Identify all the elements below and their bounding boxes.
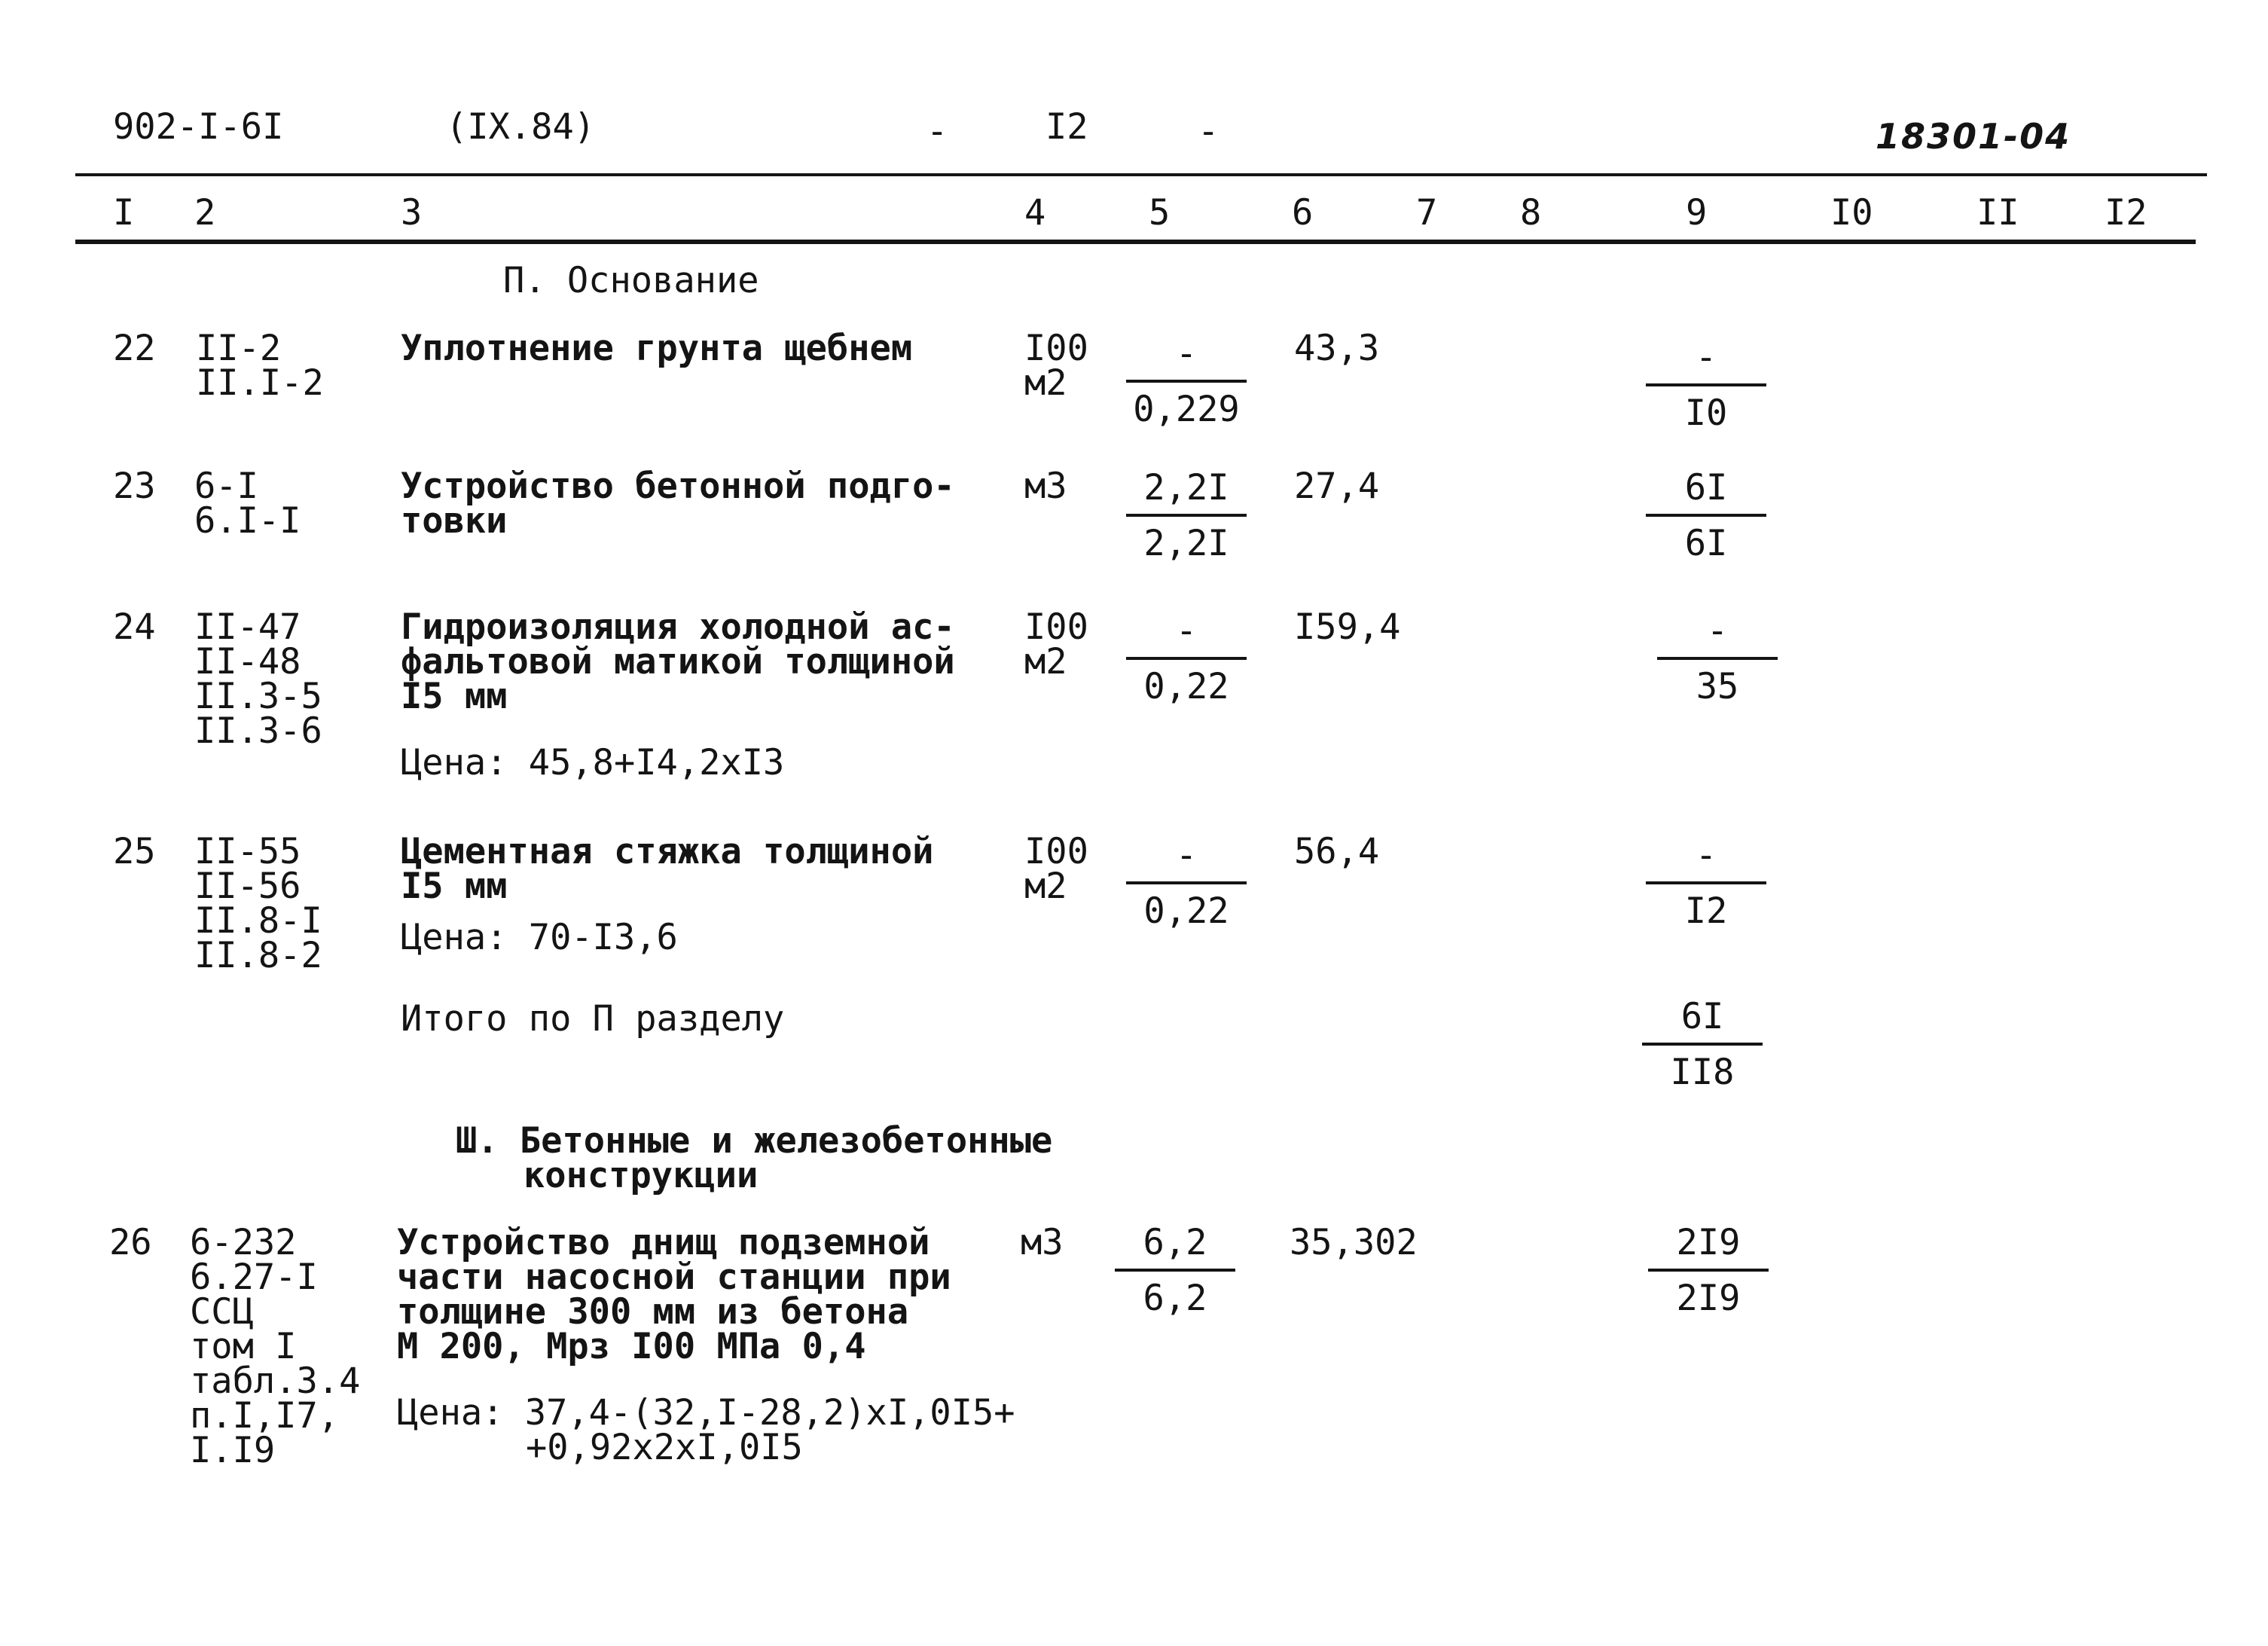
work-description: Устройство днищ подземной	[397, 1222, 930, 1263]
unit-price: I59,4	[1294, 606, 1401, 648]
column-number-4: 4	[1024, 192, 1046, 234]
total-top: -	[1706, 610, 1729, 652]
unit: I00	[1024, 328, 1088, 369]
fraction-bar	[1126, 657, 1247, 660]
fraction-bar	[1657, 657, 1778, 660]
unit-price: 27,4	[1294, 466, 1380, 507]
total-bottom: 35	[1696, 666, 1739, 707]
quantity-top: -	[1175, 333, 1198, 374]
page-number: I2	[1045, 106, 1088, 148]
header-dash-right: -	[1198, 111, 1219, 152]
column-number-2: 2	[194, 192, 216, 234]
unit: м3	[1021, 1222, 1064, 1263]
quantity-top: 2,2I	[1143, 467, 1229, 508]
column-number-6: 6	[1292, 192, 1314, 234]
total-bottom: 2I9	[1676, 1278, 1741, 1319]
norm-code: ССЦ	[190, 1291, 254, 1333]
norm-code: том I	[190, 1326, 297, 1367]
quantity-top: 6,2	[1143, 1222, 1207, 1263]
column-number-7: 7	[1416, 192, 1438, 234]
price-note: Цена: 37,4-(32,I-28,2)xI,0I5+	[397, 1392, 1015, 1434]
norm-code: II-2	[196, 328, 282, 369]
unit-price: 56,4	[1294, 831, 1380, 872]
column-number-10: I0	[1830, 192, 1873, 234]
total-bottom: I2	[1684, 890, 1728, 932]
column-number-8: 8	[1520, 192, 1542, 234]
quantity-fraction	[1115, 1220, 1235, 1321]
quantity-top: -	[1175, 610, 1198, 652]
work-description: фальтовой матикой толщиной	[401, 641, 955, 683]
row-number: 22	[113, 328, 156, 369]
norm-code: I.I9	[190, 1430, 276, 1471]
norm-code: 6.I-I	[194, 500, 301, 542]
quantity-bottom: 2,2I	[1143, 523, 1229, 564]
total-fraction	[1648, 1220, 1769, 1321]
row-number: 26	[109, 1222, 152, 1263]
price-note: Цена: 45,8+I4,2xI3	[401, 742, 785, 783]
total-fraction	[1657, 609, 1778, 710]
work-description: I5 мм	[401, 866, 508, 907]
unit: I00	[1024, 606, 1088, 648]
total-fraction	[1642, 994, 1763, 1095]
total-bottom: II8	[1670, 1052, 1735, 1093]
fraction-bar	[1646, 514, 1766, 517]
column-number-1: I	[113, 192, 135, 234]
quantity-bottom: 0,22	[1143, 666, 1229, 707]
total-bottom: I0	[1684, 392, 1728, 434]
unit: м2	[1024, 362, 1067, 404]
norm-code: 6.27-I	[190, 1257, 318, 1298]
fraction-bar	[1115, 1269, 1235, 1272]
quantity-bottom: 0,22	[1143, 890, 1229, 932]
document-date: (IX.84)	[446, 106, 596, 148]
document-code: 902-I-6I	[113, 106, 284, 148]
norm-code: табл.3.4	[190, 1360, 361, 1402]
norm-code: II-48	[194, 641, 301, 683]
unit-price: 35,302	[1290, 1222, 1418, 1263]
column-number-12: I2	[2105, 192, 2147, 234]
total-top: 6I	[1680, 996, 1724, 1037]
total-top: -	[1695, 337, 1717, 378]
unit: м3	[1024, 466, 1067, 507]
section-total-label: Итого по П разделу	[401, 998, 785, 1040]
column-number-9: 9	[1686, 192, 1708, 234]
norm-code: II.8-I	[194, 900, 322, 942]
work-description: М 200, Мрз I00 МПа 0,4	[397, 1326, 866, 1367]
column-number-5: 5	[1149, 192, 1171, 234]
fraction-bar	[1646, 383, 1766, 386]
total-fraction	[1646, 335, 1766, 436]
quantity-fraction	[1126, 833, 1247, 934]
unit: м2	[1024, 641, 1067, 683]
unit-price: 43,3	[1294, 328, 1380, 369]
quantity-fraction	[1126, 609, 1247, 710]
fraction-bar	[1646, 881, 1766, 884]
fraction-bar	[1126, 881, 1247, 884]
unit: м2	[1024, 866, 1067, 907]
header-bottom-rule	[75, 240, 2196, 244]
header-dash-left: -	[926, 111, 948, 152]
price-note: Цена: 70-I3,6	[401, 917, 678, 958]
work-description: I5 мм	[401, 676, 508, 717]
work-description: Устройство бетонной подго-	[401, 466, 955, 507]
fraction-bar	[1126, 514, 1247, 517]
total-fraction	[1646, 466, 1766, 566]
total-top: 2I9	[1676, 1222, 1741, 1263]
section-title-2: П. Основание	[503, 260, 759, 301]
total-top: 6I	[1684, 467, 1728, 508]
work-description: Гидроизоляция холодной ас-	[401, 606, 955, 648]
column-number-11: II	[1976, 192, 2019, 234]
norm-code: II-56	[194, 866, 301, 907]
handwritten-stamp: 18301-04	[1876, 116, 2071, 157]
work-description: части насосной станции при	[397, 1257, 951, 1298]
norm-code: II.8-2	[194, 935, 322, 976]
price-note: +0,92x2xI,0I5	[526, 1427, 803, 1468]
norm-code: II.3-5	[194, 676, 322, 717]
quantity-bottom: 0,229	[1133, 389, 1240, 430]
norm-code: II-47	[194, 606, 301, 648]
fraction-bar	[1126, 380, 1247, 383]
norm-code: 6-232	[190, 1222, 297, 1263]
norm-code: II.I-2	[196, 362, 324, 404]
total-fraction	[1646, 833, 1766, 934]
total-top: -	[1695, 835, 1717, 876]
work-description: Уплотнение грунта щебнем	[401, 328, 913, 369]
quantity-bottom: 6,2	[1143, 1278, 1207, 1319]
row-number: 24	[113, 606, 156, 648]
fraction-bar	[1642, 1043, 1763, 1046]
section-title-3-line2: конструкции	[524, 1155, 759, 1196]
norm-code: п.I,I7,	[190, 1395, 340, 1437]
work-description: товки	[401, 500, 508, 542]
norm-code: 6-I	[194, 466, 258, 507]
work-description: Цементная стяжка толщиной	[401, 831, 934, 872]
row-number: 25	[113, 831, 156, 872]
unit: I00	[1024, 831, 1088, 872]
row-number: 23	[113, 466, 156, 507]
norm-code: II.3-6	[194, 710, 322, 752]
norm-code: II-55	[194, 831, 301, 872]
quantity-fraction	[1126, 466, 1247, 566]
quantity-top: -	[1175, 835, 1198, 876]
section-title-3: Ш. Бетонные и железобетонные	[456, 1120, 1053, 1162]
header-top-rule	[75, 173, 2207, 176]
fraction-bar	[1648, 1269, 1769, 1272]
work-description: толщине 300 мм из бетона	[397, 1291, 909, 1333]
column-number-3: 3	[401, 192, 423, 234]
quantity-fraction	[1126, 331, 1247, 432]
total-bottom: 6I	[1684, 523, 1728, 564]
